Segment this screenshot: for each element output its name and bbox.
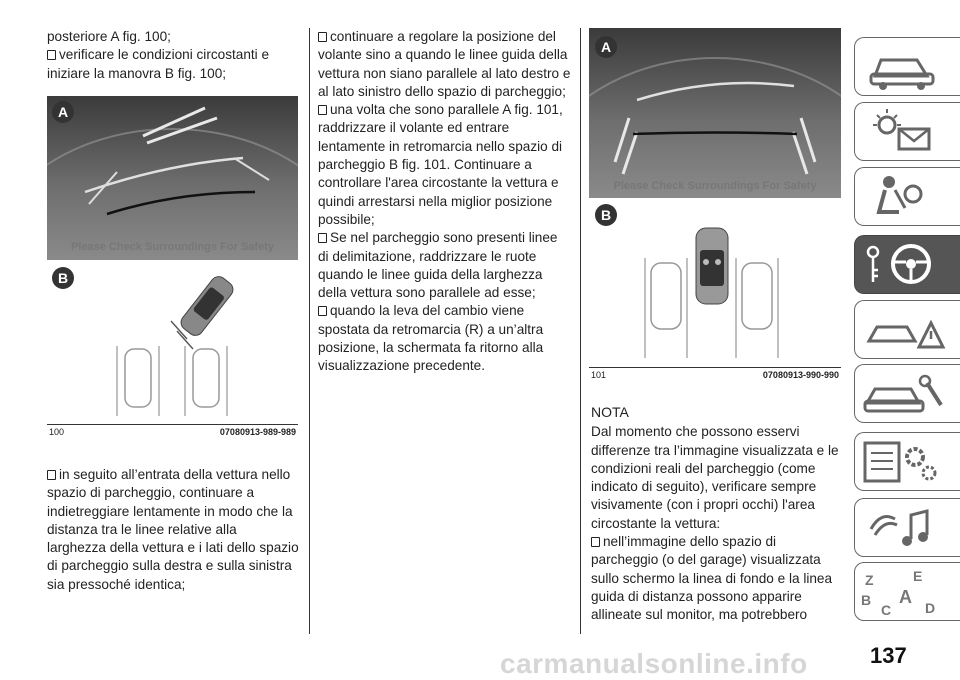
- svg-text:E: E: [913, 568, 923, 584]
- bullet-item: una volta che sono parallele A fig. 101, raddrizzare il volante ed entrare lentamente in retromarcia nello spazio di parcheggio B fig. 101. Continuare a controllare l'area circostante la vettura e quindi arrestarsi nella miglior posizione possibile;: [318, 102, 563, 227]
- column-left-lower: [47, 466, 299, 594]
- svg-text:D: D: [925, 600, 936, 616]
- alphabet-icon: [855, 563, 955, 619]
- light-envelope-icon: [855, 103, 955, 159]
- checkbox-bullet-icon: [318, 233, 327, 243]
- camera-view: [589, 28, 841, 198]
- figure-100: [47, 96, 298, 436]
- checkbox-bullet-icon: [318, 306, 327, 316]
- column-middle: [318, 28, 571, 376]
- driving-tab[interactable]: [854, 235, 960, 294]
- paragraph: posteriore A fig. 100;: [47, 29, 171, 44]
- figure-caption: 100 07080913-989-989: [47, 424, 298, 439]
- list-gears-icon: [855, 433, 955, 489]
- checkbox-bullet-icon: [318, 32, 327, 42]
- checkbox-bullet-icon: [591, 537, 600, 547]
- index-tab[interactable]: [854, 562, 960, 621]
- svg-text:C: C: [881, 602, 892, 618]
- car-info-tab[interactable]: [854, 37, 960, 96]
- figure-101: [589, 28, 841, 380]
- bullet-item: continuare a regolare la posizione del volante sino a quando le linee guida della vettura non siano parallele al lato destro e al lato sinistro dello spazio di parcheggio;: [318, 29, 571, 99]
- svg-text:Z: Z: [865, 572, 874, 588]
- breakdown-icon: [855, 301, 955, 357]
- warning-lights-tab[interactable]: [854, 102, 960, 161]
- figure-caption: 101 07080913-990-990: [589, 367, 841, 382]
- bullet-item: nell’immagine dello spazio di parcheggio (o del garage) visualizzata sullo schermo la linea di fondo e la linea guida di distanza possono apparire allineate sul monitor, ma potrebbero: [591, 534, 833, 623]
- page-number: 137: [870, 643, 907, 668]
- safety-warning: Please Check Surroundings For Safety: [613, 180, 817, 192]
- seat-airbag-icon: [855, 168, 955, 224]
- multimedia-tab[interactable]: [854, 498, 960, 557]
- column-divider: [309, 28, 310, 634]
- label-a: A: [52, 101, 74, 123]
- label-b: B: [52, 267, 74, 289]
- column-right: [591, 403, 843, 625]
- parking-diagram: [589, 208, 841, 368]
- parking-diagram: [47, 261, 298, 421]
- car-icon: [855, 38, 955, 94]
- bullet-item: in seguito all’entrata della vettura nello spazio di parcheggio, continuare a indietreggiare lentamente in modo che la distanza tra le linee relative alla larghezza della vettura e i lati dello spazio di parcheggio sulla destra e sulla sinistra sia pressoché identica;: [47, 467, 299, 592]
- music-icon: [855, 499, 955, 555]
- svg-text:B: B: [861, 592, 872, 608]
- checkbox-bullet-icon: [47, 470, 56, 480]
- maintenance-tab[interactable]: [854, 364, 960, 423]
- checkbox-bullet-icon: [47, 50, 56, 60]
- svg-text:A: A: [899, 587, 912, 607]
- bullet-item: Se nel parcheggio sono presenti linee di delimitazione, raddrizzare le ruote quando le linee guida della larghezza della vettura sono parallele ad esse;: [318, 230, 558, 301]
- label-b: B: [595, 204, 617, 226]
- technical-data-tab[interactable]: [854, 432, 960, 491]
- label-a: A: [595, 36, 617, 58]
- bullet-item: verificare le condizioni circostanti e iniziare la manovra B fig. 100;: [47, 47, 270, 81]
- key-steering-wheel-icon: [855, 236, 955, 292]
- safety-warning: Please Check Surroundings For Safety: [71, 241, 274, 253]
- column-divider: [580, 28, 581, 634]
- column-left: [47, 28, 299, 83]
- safety-tab[interactable]: [854, 167, 960, 226]
- emergency-tab[interactable]: [854, 300, 960, 359]
- note-text: Dal momento che possono esservi differenze tra l’immagine visualizzata e le condizioni reali del parcheggio (come indicato di seguito), verificare sempre visivamente (con i propri occhi) l'area circostante la vettura:: [591, 424, 839, 531]
- camera-view: [47, 96, 298, 260]
- checkbox-bullet-icon: [318, 105, 327, 115]
- car-wrench-icon: [855, 365, 955, 421]
- note-title: NOTA: [591, 404, 629, 420]
- bullet-item: quando la leva del cambio viene spostata da retromarcia (R) a un’altra posizione, la schermata fa ritorno alla visualizzazione precedente.: [318, 303, 544, 374]
- watermark: carmanualsonline.info: [500, 648, 808, 679]
